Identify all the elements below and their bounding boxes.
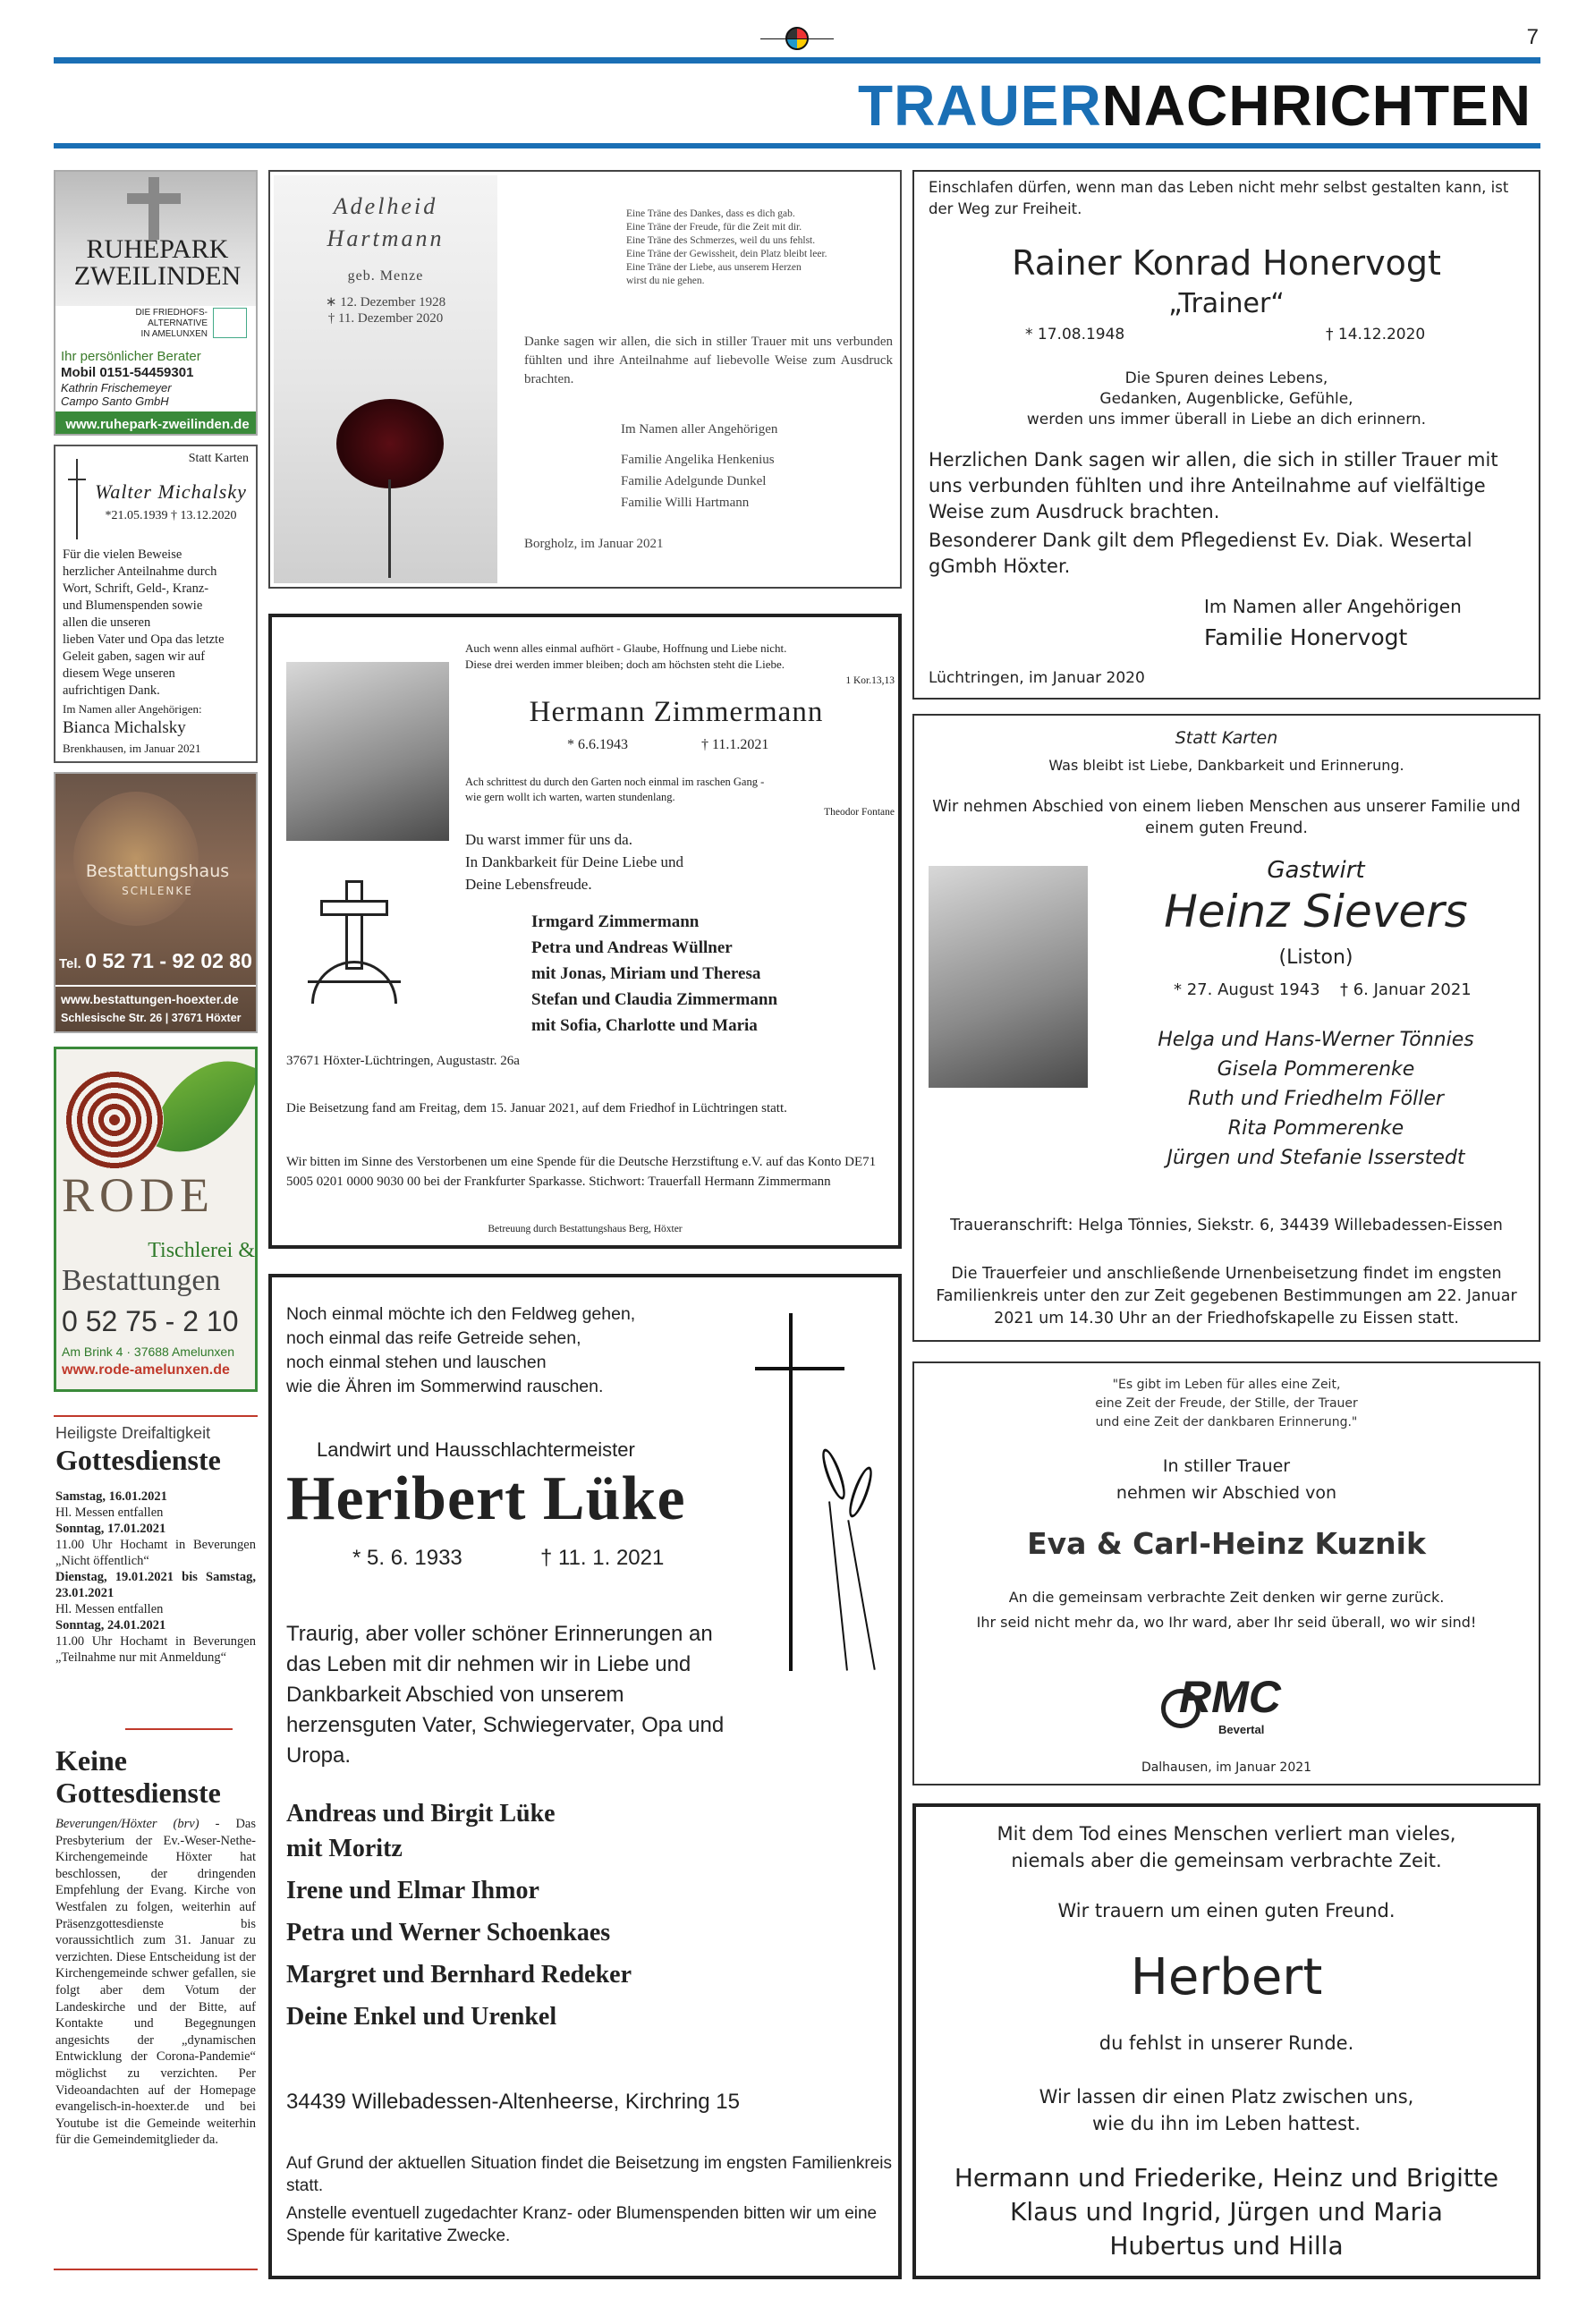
section-title-part2: NACHRICHTEN [1101, 73, 1531, 138]
lueke-notice [268, 1274, 902, 2279]
zimmermann-name: Hermann Zimmermann [529, 696, 824, 728]
herbert-line5: Wir lassen dir einen Platz zwischen uns, [1039, 2086, 1414, 2108]
rmc-logo-sub: Bevertal [1218, 1723, 1265, 1736]
michalsky-sign-label: Im Namen aller Angehörigen: [63, 702, 202, 716]
hartmann-families: Familie Angelika Henkenius Familie Adelgunde Dunkel Familie Willi Hartmann [621, 453, 775, 510]
zimmermann-tribute: Du warst immer für uns da. In Dankbarkeit für Deine Liebe und Deine Lebensfreude. [465, 831, 684, 893]
zimmermann-quote: Auch wenn alles einmal aufhört - Glaube, Hoffnung und Liebe nicht. Diese drei werden immer bleiben; doch am höchsten steht die Liebe. 1 Kor.13,13 [465, 641, 895, 686]
honervogt-name: Rainer Konrad Honervogt [1012, 243, 1441, 283]
honervogt-nickname: „Trainer“ [1168, 288, 1285, 319]
rode-phone[interactable]: 0 52 75 - 2 10 [62, 1305, 239, 1337]
sievers-funeral: Die Trauerfeier und anschließende Urnenbeisetzung findet im engsten Familienkreis unter den zur Zeit gegebenen Bestimmungen am 22. Januar 2021 um 14.30 Uhr an der Friedhofskapelle zu Eissen statt. [936, 1265, 1517, 1327]
church-article [55, 1816, 256, 2149]
schlenke-tel-row[interactable] [59, 949, 258, 973]
sievers-alias: (Liston) [1278, 946, 1353, 969]
kuznik-quote: "Es gibt im Leben für alles eine Zeit, eine Zeit der Freude, der Stille, der Trauer und eine Zeit der dankbaren Erinnerung." [1095, 1378, 1358, 1429]
kuznik-names: Eva & Carl-Heinz Kuznik [1027, 1526, 1426, 1561]
lueke-address: 34439 Willebadessen-Altenheerse, Kirchring 15 [286, 2090, 740, 2114]
hartmann-last: Hartmann [327, 225, 445, 251]
herbert-line2: niemals aber die gemeinsam verbrachte Zeit. [1011, 1850, 1442, 1871]
zimmermann-donation: Wir bitten im Sinne des Verstorbenen um eine Spende für die Deutsche Herzstiftung e.V. auf das Konto DE71 5005 0201 0000 9030 00 bei der Frankfurter Sparkasse. Stichwort: Trauerfall Hermann Zimmermann [286, 1155, 877, 1189]
schlenke-address: Schlesische Str. 26 | 37671 Höxter [61, 1012, 242, 1024]
ruhepark-house-icon [213, 308, 247, 338]
hartmann-notice [268, 170, 902, 589]
hartmann-birth: ∗ 12. Dezember 1928 [325, 295, 446, 310]
zimmermann-poem: Ach schrittest du durch den Garten noch einmal im raschen Gang - wie gern wollt ich warten, warten stundenlang. Theodor Fontane [465, 776, 895, 818]
herbert-sign1: Hermann und Friederike, Heinz und Brigitte [954, 2163, 1499, 2193]
hartmann-thanks: Danke sagen wir allen, die sich in stiller Trauer mit uns verbunden fühlten und ihre Anteilnahme auf liebevolle Weise zum Ausdruck brachten. [524, 335, 893, 386]
rmc-logo-text: RMC [1179, 1672, 1281, 1722]
header-rule-bottom [54, 143, 1540, 148]
honervogt-sign-label: Im Namen aller Angehörigen [1204, 596, 1462, 617]
swirl-icon [65, 1071, 164, 1169]
registration-line [760, 38, 834, 39]
zimmermann-address: 37671 Höxter-Lüchtringen, Augustastr. 26a [286, 1054, 520, 1068]
sievers-death: † 6. Januar 2021 [1340, 980, 1472, 999]
church-article-lead: Beverungen/Höxter (brv) - [55, 1817, 220, 1831]
kuznik-line2: Ihr seid nicht mehr da, wo Ihr ward, aber Ihr seid überall, wo wir sind! [976, 1614, 1477, 1631]
kuznik-line1: An die gemeinsam verbrachte Zeit denken wir gerne zurück. [1008, 1589, 1445, 1606]
sievers-header: Statt Karten [1175, 728, 1278, 748]
hartmann-sign-label: Im Namen aller Angehörigen [621, 422, 778, 437]
kuznik-intro2: nehmen wir Abschied von [1116, 1483, 1337, 1503]
sievers-photo [929, 866, 1088, 1088]
honervogt-thanks2: Besonderer Dank gilt dem Pflegedienst Ev. Diak. Wesertal gGmbh Höxter. [929, 530, 1472, 577]
lueke-poem: Noch einmal möchte ich den Feldweg gehen, noch einmal das reife Getreide sehen, noch einmal stehen und lauschen wie die Ähren im Sommerwind rauschen. [286, 1304, 636, 1396]
michalsky-text: Für die vielen Beweise herzlicher Anteilnahme durch Wort, Schrift, Geld-, Kranz- und Blumenspenden sowie allen die unseren lieben Vater und Opa das letzte Geleit gaben, sagen wir auf diesem Wege unseren aufrichtigen Dank. [63, 547, 225, 698]
sievers-family: Helga und Hans-Werner Tönnies Gisela Pommerenke Ruth und Friedhelm Föller Rita Pommerenke Jürgen und Stefanie Isserstedt [1158, 1029, 1474, 1169]
herbert-sign2: Klaus und Ingrid, Jürgen und Maria [1010, 2197, 1443, 2226]
rose-stem [388, 479, 391, 578]
michalsky-dates: *21.05.1939 † 13.12.2020 [105, 509, 237, 522]
schlenke-sub: SCHLENKE [122, 885, 193, 897]
cross-wheat-icon [755, 1313, 889, 1689]
hartmann-first: Adelheid [333, 193, 438, 219]
church-article-body: Das Presbyterium der Ev.-Weser-Nethe- Kirchengemeinde Höxter hat beschlossen, der dringenden Empfehlung der Evang. Kirche von Westfalen zu folgen, weiterhin auf Präsenzgottesdienste bis voraussichtlich zum 31. Januar zu verzichten. Diese Entscheidung ist der Kirchengemeinde schwer gefallen, sie folgt aber dem Votum der Landeskirche und der Bitte, auf Kontakte und Begegnungen angesichts der „dynamischen Entwicklung der Corona-Pandemie“ möglichst zu verzichten. Per Videoandachten auf der Homepage evangelisch-in-hoexter.de und bei Youtube ist die Gemeinde weiterhin für die Gemeindemitglieder da. [55, 1817, 256, 2148]
rmc-logo [1156, 1662, 1299, 1743]
ruhepark-name1: RUHEPARK [86, 234, 229, 264]
church-entry: Samstag, 16.01.2021 Hl. Messen entfallen [55, 1489, 167, 1520]
zimmermann-birth: * 6.6.1943 [567, 737, 628, 752]
section-title-part1: TRAUER [858, 73, 1102, 138]
lueke-profession: Landwirt und Hausschlachtermeister [317, 1438, 635, 1461]
rose-icon [336, 399, 444, 488]
honervogt-quote: Einschlafen dürfen, wenn man das Leben nicht mehr selbst gestalten kann, ist der Weg zur Freiheit. [929, 179, 1509, 217]
herbert-name: Herbert [1130, 1948, 1323, 2006]
church-entry: Sonntag, 17.01.2021 11.00 Uhr Hochamt in Beverungen „Nicht öffentlich“ [55, 1522, 256, 1568]
zimmermann-death: † 11.1.2021 [701, 737, 769, 752]
lueke-death: † 11. 1. 2021 [540, 1546, 665, 1570]
sievers-intro: Wir nehmen Abschied von einem lieben Menschen aus unserer Familie und einem guten Freund. [932, 798, 1521, 837]
kuznik-place: Dalhausen, im Januar 2021 [1141, 1760, 1312, 1775]
ruhepark-tagline3: IN AMELUNXEN [140, 329, 208, 339]
rode-logo: RODE [62, 1168, 215, 1222]
honervogt-family: Familie Honervogt [1204, 624, 1408, 650]
church-entries [55, 1489, 256, 1666]
church-kicker: Heiligste Dreifaltigkeit [55, 1424, 211, 1442]
michalsky-header: Statt Karten [188, 452, 249, 465]
schlenke-divider [55, 985, 258, 987]
ruhepark-name2: ZWEILINDEN [73, 261, 242, 291]
hartmann-place: Borgholz, im Januar 2021 [524, 537, 664, 551]
michalsky-name: Walter Michalsky [95, 480, 247, 503]
rode-address: Am Brink 4 · 37688 Amelunxen [62, 1344, 234, 1359]
rode-url[interactable]: www.rode-amelunxen.de [62, 1362, 230, 1378]
header-rule-top [54, 57, 1540, 64]
sievers-title: Gastwirt [1267, 857, 1365, 884]
schlenke-url[interactable]: www.bestattungen-hoexter.de [61, 992, 239, 1006]
herbert-line4: du fehlst in unserer Runde. [1099, 2032, 1354, 2054]
ruhepark-tagline2: ALTERNATIVE [148, 318, 208, 328]
herbert-line1: Mit dem Tod eines Menschen verliert man vieles, [997, 1823, 1456, 1845]
herbert-line6: wie du ihn im Leben hattest. [1092, 2113, 1361, 2134]
sievers-address: Traueranschrift: Helga Tönnies, Siekstr. 6, 34439 Willebadessen-Eissen [950, 1217, 1503, 1234]
kuznik-intro1: In stiller Trauer [1162, 1456, 1291, 1476]
zimmermann-care: Betreuung durch Bestattungshaus Berg, Höxter [488, 1224, 683, 1234]
michalsky-place: Brenkhausen, im Januar 2021 [63, 742, 201, 755]
church-bottom-rule [54, 2269, 258, 2270]
michalsky-notice [54, 445, 258, 763]
church-title2: Keine Gottesdienste [55, 1744, 221, 1809]
lueke-name: Heribert Lüke [286, 1464, 686, 1533]
tree-image [73, 792, 199, 926]
schlenke-ad[interactable] [54, 772, 258, 1033]
zimmermann-funeral: Die Beisetzung fand am Freitag, dem 15. Januar 2021, auf dem Friedhof in Lüchtringen statt. [286, 1101, 787, 1115]
herbert-notice [912, 1803, 1540, 2279]
section-title [805, 70, 1531, 141]
church-title: Gottesdienste [55, 1444, 221, 1476]
rode-ad[interactable] [54, 1047, 258, 1392]
zimmermann-family: Irmgard Zimmermann Petra und Andreas Wüllner mit Jonas, Miriam und Theresa Stefan und Claudia Zimmermann mit Sofia, Charlotte und Maria [531, 912, 778, 1035]
hartmann-death: † 11. Dezember 2020 [327, 311, 444, 326]
sievers-birth: * 27. August 1943 [1174, 980, 1320, 999]
rode-line1: Tischlerei & [148, 1239, 255, 1262]
page-number: 7 [1526, 25, 1539, 49]
zimmermann-photo [286, 662, 449, 841]
cross-icon [127, 177, 181, 240]
herbert-line3: Wir trauern um einen guten Freund. [1057, 1900, 1396, 1921]
michalsky-cross-icon [68, 459, 86, 539]
schlenke-tel-label: Tel. [59, 956, 81, 971]
cross-sun-icon [308, 880, 401, 997]
church-top-rule [54, 1415, 258, 1417]
herbert-sign3: Hubertus und Hilla [1109, 2231, 1344, 2260]
sievers-quote: Was bleibt ist Liebe, Dankbarkeit und Erinnerung. [1048, 757, 1404, 774]
kuznik-notice [912, 1361, 1540, 1785]
schlenke-name: Bestattungshaus [85, 861, 230, 881]
schlenke-tel: 0 52 71 - 92 02 80 [85, 949, 252, 972]
honervogt-notice [912, 170, 1540, 700]
ruhepark-tagline1: DIE FRIEDHOFS- [135, 308, 208, 318]
ruhepark-url[interactable]: www.ruhepark-zweilinden.de [55, 411, 258, 436]
zimmermann-notice [268, 614, 902, 1249]
church-mid-rule [125, 1728, 233, 1730]
ruhepark-mobile[interactable]: Mobil 0151-54459301 [61, 365, 194, 380]
ruhepark-advisor-label: Ihr persönlicher Berater [61, 349, 201, 364]
honervogt-thanks: Herzlichen Dank sagen wir allen, die sich in stiller Trauer mit uns verbunden fühlten und ihre Anteilnahme auf vielfältige Weise zum Ausdruck brachten. [929, 449, 1498, 522]
honervogt-verse: Die Spuren deines Lebens, Gedanken, Augenblicke, Gefühle, werden uns immer überall in Liebe an dich erinnern. [1026, 369, 1427, 428]
hartmann-poem: Eine Träne des Dankes, dass es dich gab. Eine Träne der Freude, für die Zeit mit dir. Eine Träne des Schmerzes, weil du uns fehlst. Eine Träne der Gewissheit, dein Platz bleibt leer. Eine Träne der Liebe, aus unserem Herzen wirst du nie gehen. [626, 208, 827, 286]
church-entry: Dienstag, 19.01.2021 bis Samstag, 23.01.2021 Hl. Messen entfallen [55, 1570, 256, 1616]
sievers-notice [912, 714, 1540, 1342]
honervogt-place: Lüchtringen, im Januar 2020 [929, 669, 1145, 687]
leaf-icon [148, 1047, 258, 1171]
ruhepark-ad[interactable] [54, 170, 258, 436]
hartmann-born-name: geb. Menze [347, 268, 424, 284]
michalsky-signer: Bianca Michalsky [63, 718, 186, 737]
lueke-birth: * 5. 6. 1933 [352, 1546, 462, 1570]
ruhepark-company: Campo Santo GmbH [61, 394, 169, 408]
lueke-family: Andreas und Birgit Lüke mit Moritz Irene und Elmar Ihmor Petra und Werner Schoenkaes Margret und Bernhard Redeker Deine Enkel und Urenkel [286, 1800, 632, 2031]
honervogt-birth: * 17.08.1948 [1025, 326, 1125, 344]
sievers-name: Heinz Sievers [1164, 886, 1468, 937]
church-entry: Sonntag, 24.01.2021 11.00 Uhr Hochamt in Beverungen „Teilnahme nur mit Anmeldung“ [55, 1618, 256, 1665]
ruhepark-person: Kathrin Frischemeyer [61, 381, 172, 394]
honervogt-death: † 14.12.2020 [1326, 326, 1426, 344]
rode-line2: Bestattungen [62, 1264, 221, 1297]
lueke-note2: Anstelle eventuell zugedachter Kranz- oder Blumenspenden bitten wir um eine Spende für karitative Zwecke. [286, 2204, 878, 2245]
lueke-note1: Auf Grund der aktuellen Situation findet die Beisetzung im engsten Familienkreis statt. [286, 2154, 892, 2195]
lueke-text: Traurig, aber voller schöner Erinnerungen an das Leben mit dir nehmen wir in Liebe und Dankbarkeit Abschied von unserem herzensguten Vater, Schwiegervater, Opa und Uropa. [286, 1622, 725, 1768]
